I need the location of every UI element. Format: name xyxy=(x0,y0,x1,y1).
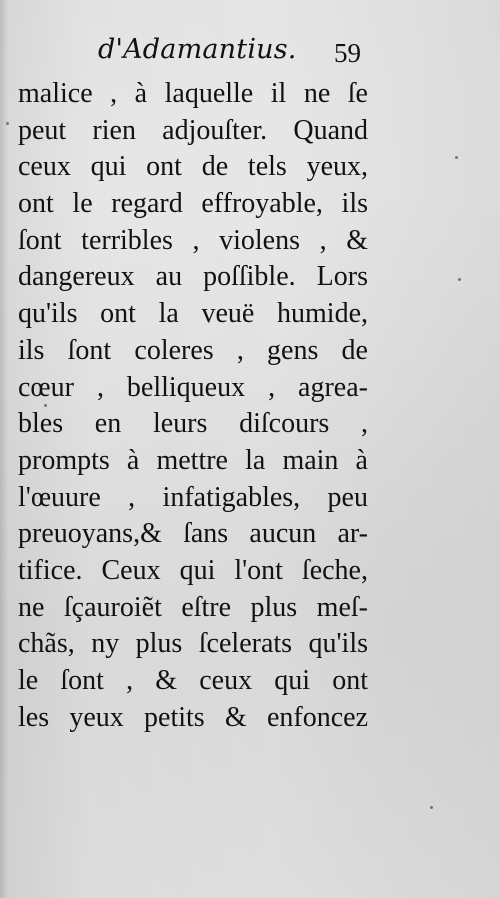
text-line: peut rien adjouſter. Quand xyxy=(18,114,368,146)
text-line: preuoyans,& ſans aucun ar- xyxy=(18,518,368,550)
text-line: bles en leurs diſcours , xyxy=(18,408,368,440)
body-text xyxy=(18,76,368,736)
paper-speck xyxy=(430,806,433,809)
paper-speck xyxy=(6,122,9,125)
text-line: tifice. Ceux qui l'ont ſeche, xyxy=(18,554,368,586)
text-line: les yeux petits & enfoncez xyxy=(18,701,368,733)
text-line: ils ſont coleres , gens de xyxy=(18,334,368,366)
text-line: ſont terribles , violens , & xyxy=(18,224,368,256)
text-line: dangereux au poſſible. Lors xyxy=(18,261,368,293)
text-line: malice , à laquelle il ne ſe xyxy=(18,78,368,109)
text-line: ont le regard effroyable, ils xyxy=(18,188,368,220)
text-line: le ſont , & ceux qui ont xyxy=(18,665,368,696)
text-line: chãs, ny plus ſcelerats qu'ils xyxy=(18,628,368,660)
text-line: ne ſçauroiẽt eſtre plus meſ- xyxy=(18,591,368,623)
running-head-title: d'Adamantius. xyxy=(98,34,297,65)
text-line: l'œuure , infatigables, peu xyxy=(18,481,368,513)
paper-speck xyxy=(44,404,47,407)
text-line: ceux qui ont de tels yeux, xyxy=(18,151,368,183)
text-line: cœur , belliqueux , agrea- xyxy=(18,371,368,403)
text-line: prompts à mettre la main à xyxy=(18,444,368,476)
page-number: 59 xyxy=(334,38,361,68)
paper-speck xyxy=(458,278,461,281)
running-head xyxy=(0,30,500,70)
text-line: qu'ils ont la veuë humide, xyxy=(18,298,368,330)
paper-speck xyxy=(455,156,458,159)
